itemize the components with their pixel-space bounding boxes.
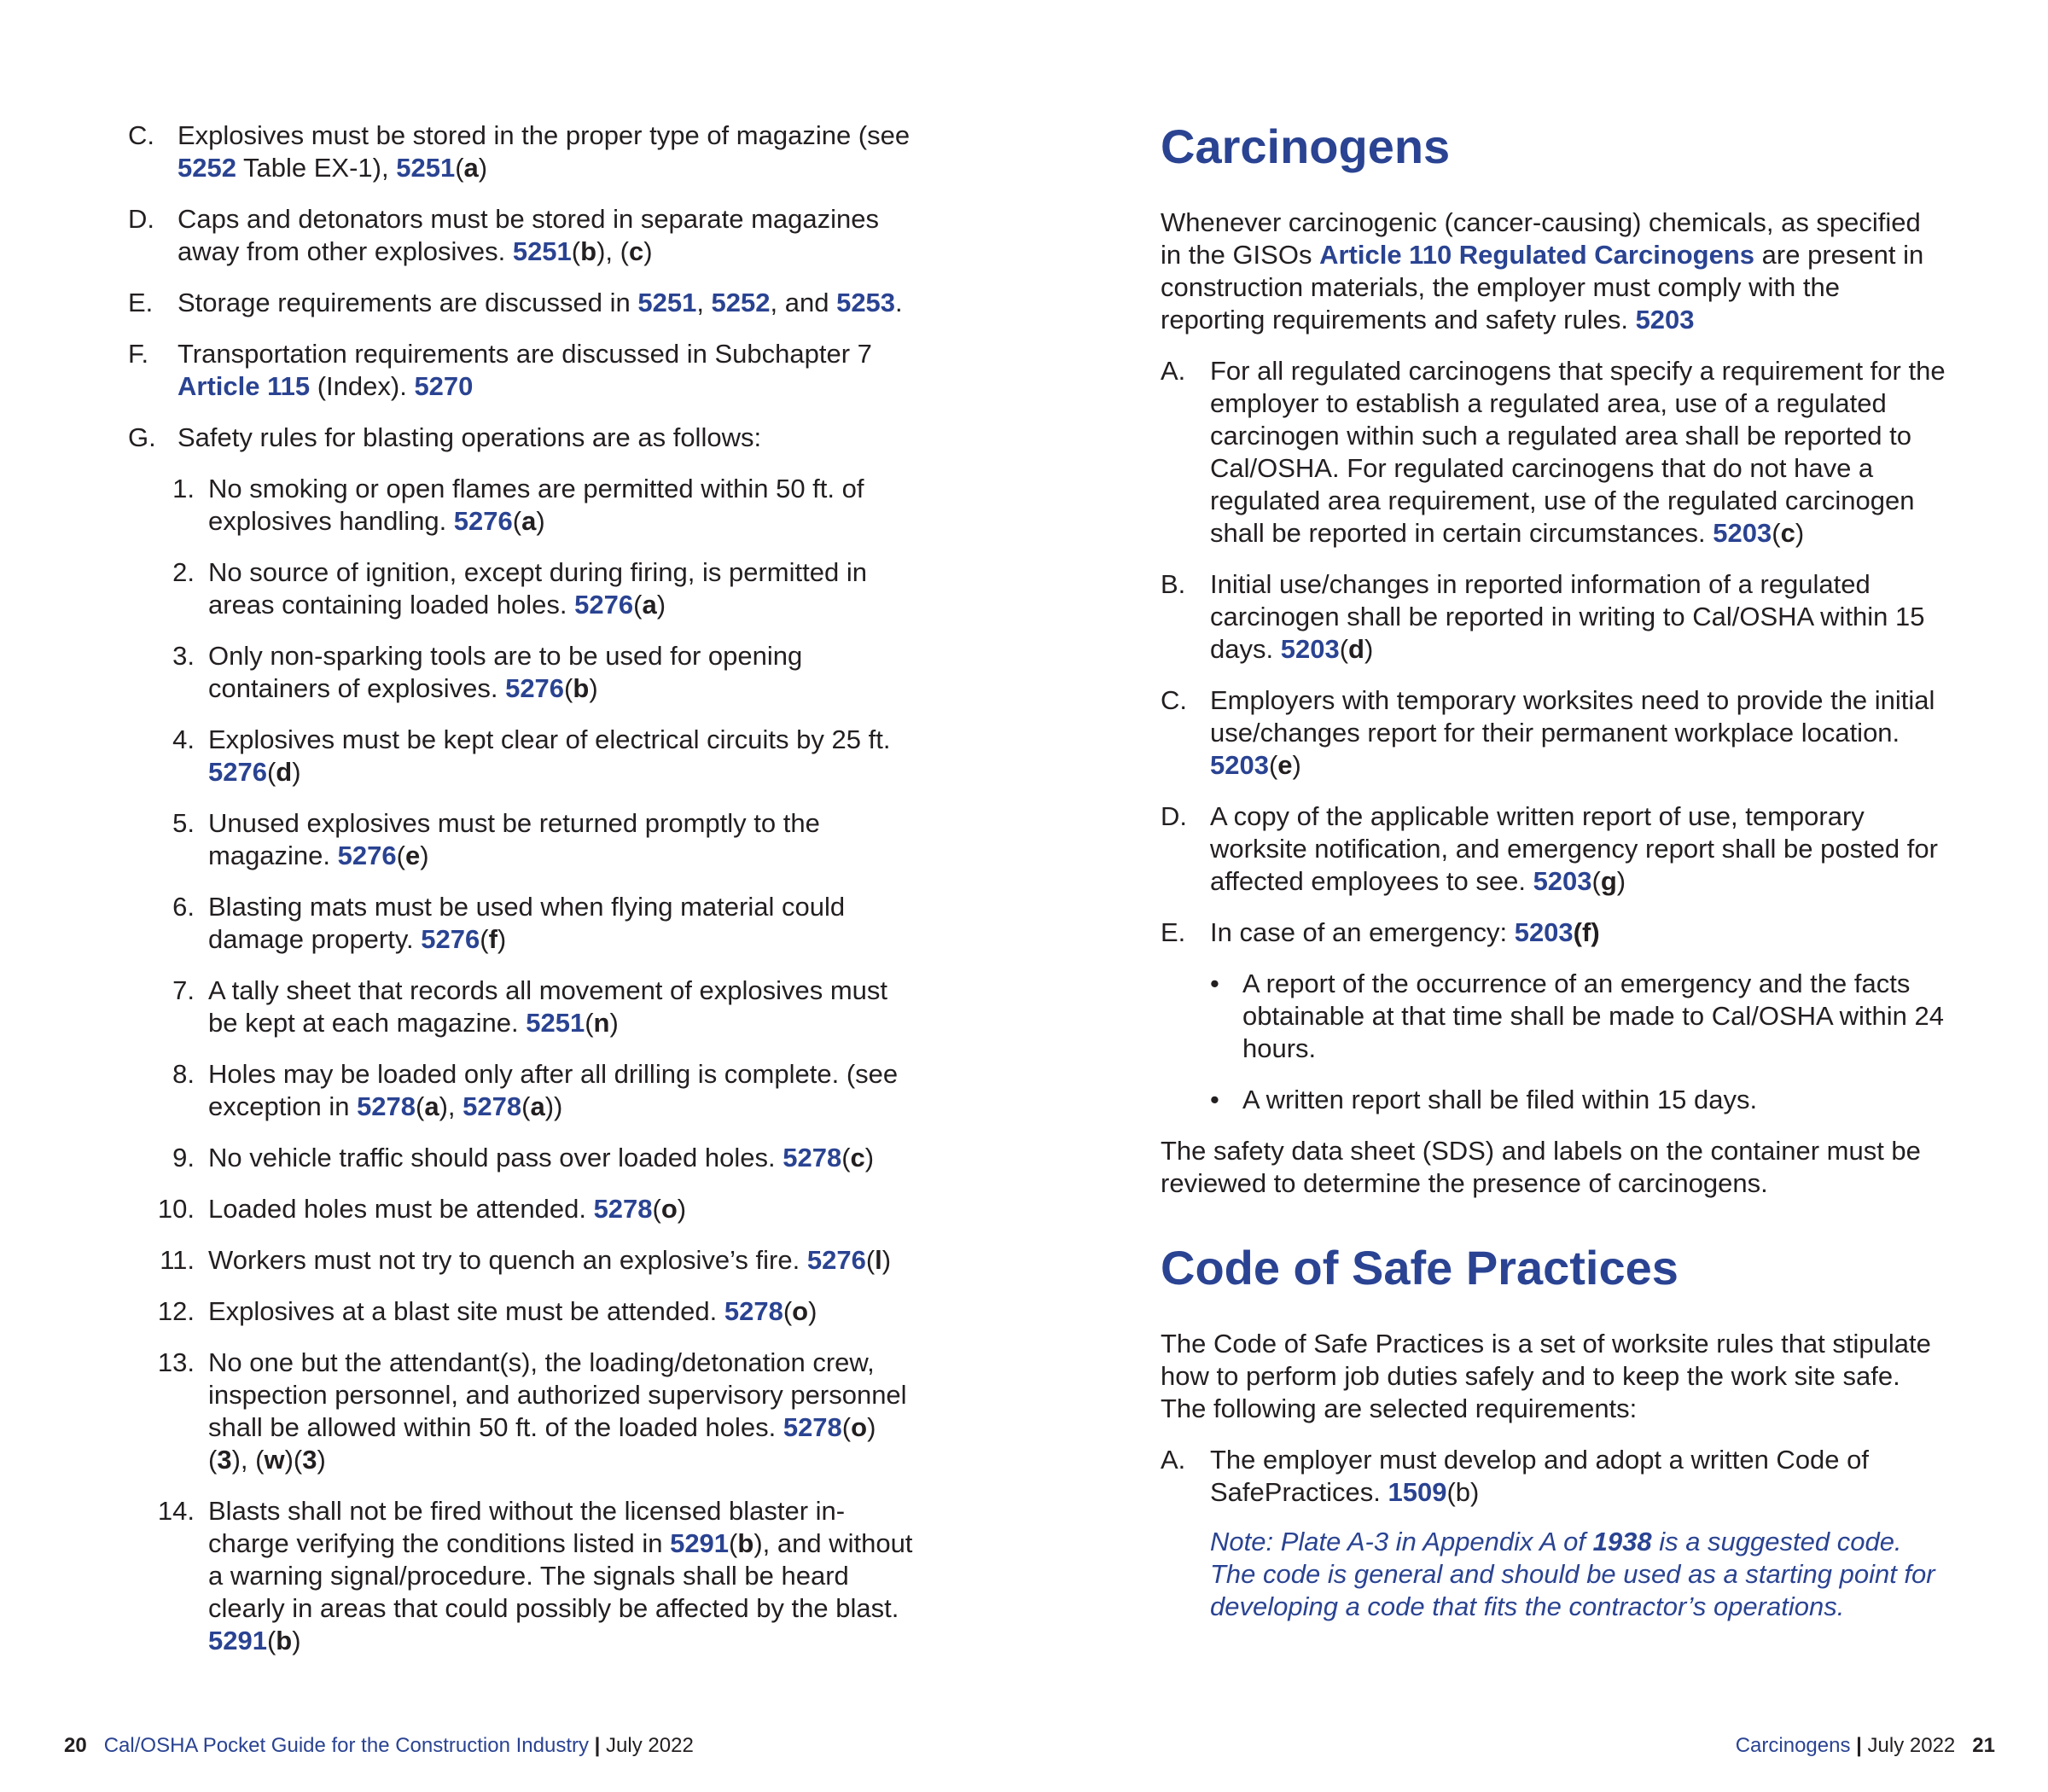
footer-date: July 2022 [1867, 1734, 1956, 1757]
footer-right: Carcinogens | July 2022 21 [1735, 1734, 1995, 1757]
list-item: 9. No vehicle traffic should pass over loaded holes. 5278(c) [172, 1143, 875, 1172]
list-item: 1. No smoking or open flames are permitted within 50 ft. of explosives handling. 5276(a) [172, 474, 864, 536]
ref-link[interactable]: 5252 [711, 288, 771, 317]
list-item-e: E. Storage requirements are discussed in 5251, 5252, and 5253. [128, 288, 903, 317]
ref-link[interactable]: 5278 [783, 1143, 842, 1172]
ref-link[interactable]: 5270 [414, 371, 474, 401]
ref-link[interactable]: 5276 [574, 590, 634, 620]
list-item-g: G. Safety rules for blasting operations are as follows: 1. No smoking or open flames are permitted within 50 ft. of explosives handling. 5276(a) 2. No source of ignition, except during firing, is permitted in areas containing loaded holes. 5276(a) 3. Only non-sparking tools are to be used for opening containers of explosives. 5276(b) 4. Explosives must be kept clear of electrical circuits by 25 ft. 5276(d) 5. Unused explosives must be returned promptly to the magazine. 5276(e) 6. Blasting mats must be used when flying material could damage property. 5276(f) 7. A tally sheet that records all movement of explosives must be kept at each magazine. 5251(n) 8. Holes may be loaded only after all drilling is complete. (see exception in 5278(a), 5278(a)) 9. No vehicle traffic should pass over loaded holes. 5278(c) 10. Loaded holes must be attended. 5278(o) 11. Workers must not try to quench an explosive’s fire. 5276(l) 12. Explosives at a blast site must be attended. 5278(o) 13. No one but the attendant(s), the loading/detonation crew, inspection personnel, and authorized supervisory personnel shall be allowed within 50 ft. of the loaded holes. 5278(o)(3), (w)(3) 14. Blasts shall not be fired without the licensed blaster in-charge verifying the conditions listed in 5291(b), and without a warning signal/procedure. The signals shall be heard clearly in areas that could possibly be affected by the blast. 5291(b) [128, 422, 913, 1655]
ref-link[interactable]: 5203 [1280, 634, 1340, 664]
ref-link[interactable]: 5252 [177, 153, 236, 183]
list-item: 5. Unused explosives must be returned promptly to the magazine. 5276(e) [172, 808, 820, 870]
list-item: 12. Explosives at a blast site must be attended. 5278(o) [157, 1296, 817, 1326]
ref-link[interactable]: 5203 [1713, 518, 1772, 548]
section-heading-code-of-safe-practices: Code of Safe Practices [1161, 1241, 1679, 1295]
ref-link[interactable]: 5203 [1533, 866, 1592, 896]
bullet-item: • A written report shall be filed within 15 days. [1210, 1085, 1758, 1114]
list-item-a: A. The employer must develop and adopt a written Code of SafePractices. 1509(b) [1161, 1445, 1870, 1507]
list-item: 11. Workers must not try to quench an explosive’s fire. 5276(l) [160, 1245, 892, 1275]
ref-link[interactable]: 5278 [724, 1296, 783, 1326]
ref-link[interactable]: 5276 [806, 1245, 866, 1275]
list-item-e: E. In case of an emergency: 5203(f) [1161, 917, 1600, 947]
bullet-icon: • [1210, 969, 1219, 998]
ref-link[interactable]: 5203 [1514, 917, 1574, 947]
ref-link[interactable]: 5278 [357, 1091, 416, 1121]
list-item: 4. Explosives must be kept clear of electrical circuits by 25 ft. 5276(d) [172, 724, 891, 787]
ref-link[interactable]: 5251 [512, 236, 572, 266]
ref-link[interactable]: 5203 [1635, 305, 1695, 335]
ref-link[interactable]: 5276 [453, 506, 513, 536]
ref-link[interactable]: 5251 [526, 1008, 585, 1038]
footer-left: 20 Cal/OSHA Pocket Guide for the Construction Industry | July 2022 [64, 1734, 694, 1757]
right-page [1024, 0, 2048, 1792]
page-number: 20 [64, 1734, 87, 1757]
carcinogens-closing: The safety data sheet (SDS) and labels on the container must be reviewed to determine the presence of carcinogens. [1161, 1136, 1921, 1198]
ref-link[interactable]: Article 115 [177, 371, 311, 401]
bullet-icon: • [1210, 1085, 1219, 1114]
code-intro: The Code of Safe Practices is a set of worksite rules that stipulate how to perform job duties safely and to keep the work site safe. The following are selected requirements: [1161, 1329, 1931, 1423]
list-item-c: C. Employers with temporary worksites need to provide the initial use/changes report for their permanent workplace location. 5203(e) [1161, 685, 1935, 780]
ref-link[interactable]: 5276 [208, 757, 267, 787]
note-text: Note: Plate A-3 in Appendix A of 1938 is a suggested code. The code is general and should be used as a starting point for developing a code that fits the contractor’s operations. [1210, 1527, 1935, 1621]
list-item: 7. A tally sheet that records all movement of explosives must be kept at each magazine. 5251(n) [172, 975, 888, 1038]
list-item: 8. Holes may be loaded only after all drilling is complete. (see exception in 5278(a), 5278(a)) [172, 1059, 899, 1121]
list-item-d: D. A copy of the applicable written report of use, temporary worksite notification, and emergency report shall be posted for affected employees to see. 5203(g) [1161, 801, 1938, 896]
left-column [128, 119, 913, 1676]
carcinogens-intro: Whenever carcinogenic (cancer-causing) chemicals, as specified in the GISOs Article 110 Regulated Carcinogens are present in construction materials, the employer must comply with the reporting requirements and safety rules. 5203 [1161, 207, 1924, 335]
bullet-item: • A report of the occurrence of an emergency and the facts obtainable at that time shall be made to Cal/OSHA within 24 hours. [1210, 969, 1944, 1063]
list-item: 13. No one but the attendant(s), the loading/detonation crew, inspection personnel, and authorized supervisory personnel shall be allowed within 50 ft. of the loaded holes. 5278(o)(3), (w)(3) [157, 1347, 907, 1475]
list-item: 6. Blasting mats must be used when flying material could damage property. 5276(f) [172, 892, 846, 954]
blasting-rules-list [128, 473, 913, 1657]
ref-link[interactable]: 5278 [463, 1091, 522, 1121]
ref-link[interactable]: 5291 [670, 1528, 730, 1558]
list-item: 14. Blasts shall not be fired without the licensed blaster in-charge verifying the conditions listed in 5291(b), and without a warning signal/procedure. The signals shall be heard clearly in areas that could possibly be affected by the blast. 5291(b) [157, 1496, 913, 1655]
section-heading-carcinogens: Carcinogens [1161, 119, 1451, 173]
ref-link[interactable]: 5251 [637, 288, 697, 317]
ref-link[interactable]: 5276 [337, 841, 397, 870]
ref-link[interactable]: 1509 [1388, 1477, 1447, 1507]
ref-link[interactable]: 5253 [836, 288, 896, 317]
list-item-c: C. Explosives must be stored in the proper type of magazine (see 5252 Table EX-1), 5251(a) [128, 120, 911, 183]
ref-link[interactable]: 5276 [505, 673, 565, 703]
list-item-f: F. Transportation requirements are discussed in Subchapter 7 Article 115 (Index). 5270 [128, 339, 872, 401]
ref-link[interactable]: 5251 [396, 153, 456, 183]
ref-link[interactable]: 5203 [1210, 750, 1269, 780]
list-item-b: B. Initial use/changes in reported information of a regulated carcinogen shall be reported in writing to Cal/OSHA within 15 days. 5203(d) [1161, 569, 1925, 664]
list-item: 10. Loaded holes must be attended. 5278(o) [157, 1194, 687, 1224]
list-item-a: A. For all regulated carcinogens that specify a requirement for the employer to establish a regulated area, use of a regulated carcinogen within such a regulated area shall be reported to Cal/OSHA. For regulated carcinogens that do not have a regulated area requirement, use of the regulated carcinogen shall be reported in certain circumstances. 5203(c) [1161, 356, 1946, 548]
ref-link[interactable]: Article 110 Regulated Carcinogens [1319, 240, 1755, 270]
ref-link[interactable]: 5278 [593, 1194, 653, 1224]
ref-link[interactable]: 5278 [783, 1412, 842, 1442]
right-column [1161, 119, 1946, 1623]
footer-section: Carcinogens [1735, 1734, 1851, 1757]
ref-link[interactable]: 5291 [208, 1626, 267, 1655]
list-item-d: D. Caps and detonators must be stored in separate magazines away from other explosives. 5251(b), (c) [128, 204, 879, 266]
footer-date: July 2022 [606, 1734, 694, 1757]
list-item: 3. Only non-sparking tools are to be used for opening containers of explosives. 5276(b) [172, 641, 803, 703]
list-item: 2. No source of ignition, except during firing, is permitted in areas containing loaded holes. 5276(a) [172, 557, 867, 620]
page-number: 21 [1972, 1734, 1995, 1757]
footer-title: Cal/OSHA Pocket Guide for the Construction Industry [103, 1734, 589, 1757]
ref-link[interactable]: 5276 [421, 924, 480, 954]
